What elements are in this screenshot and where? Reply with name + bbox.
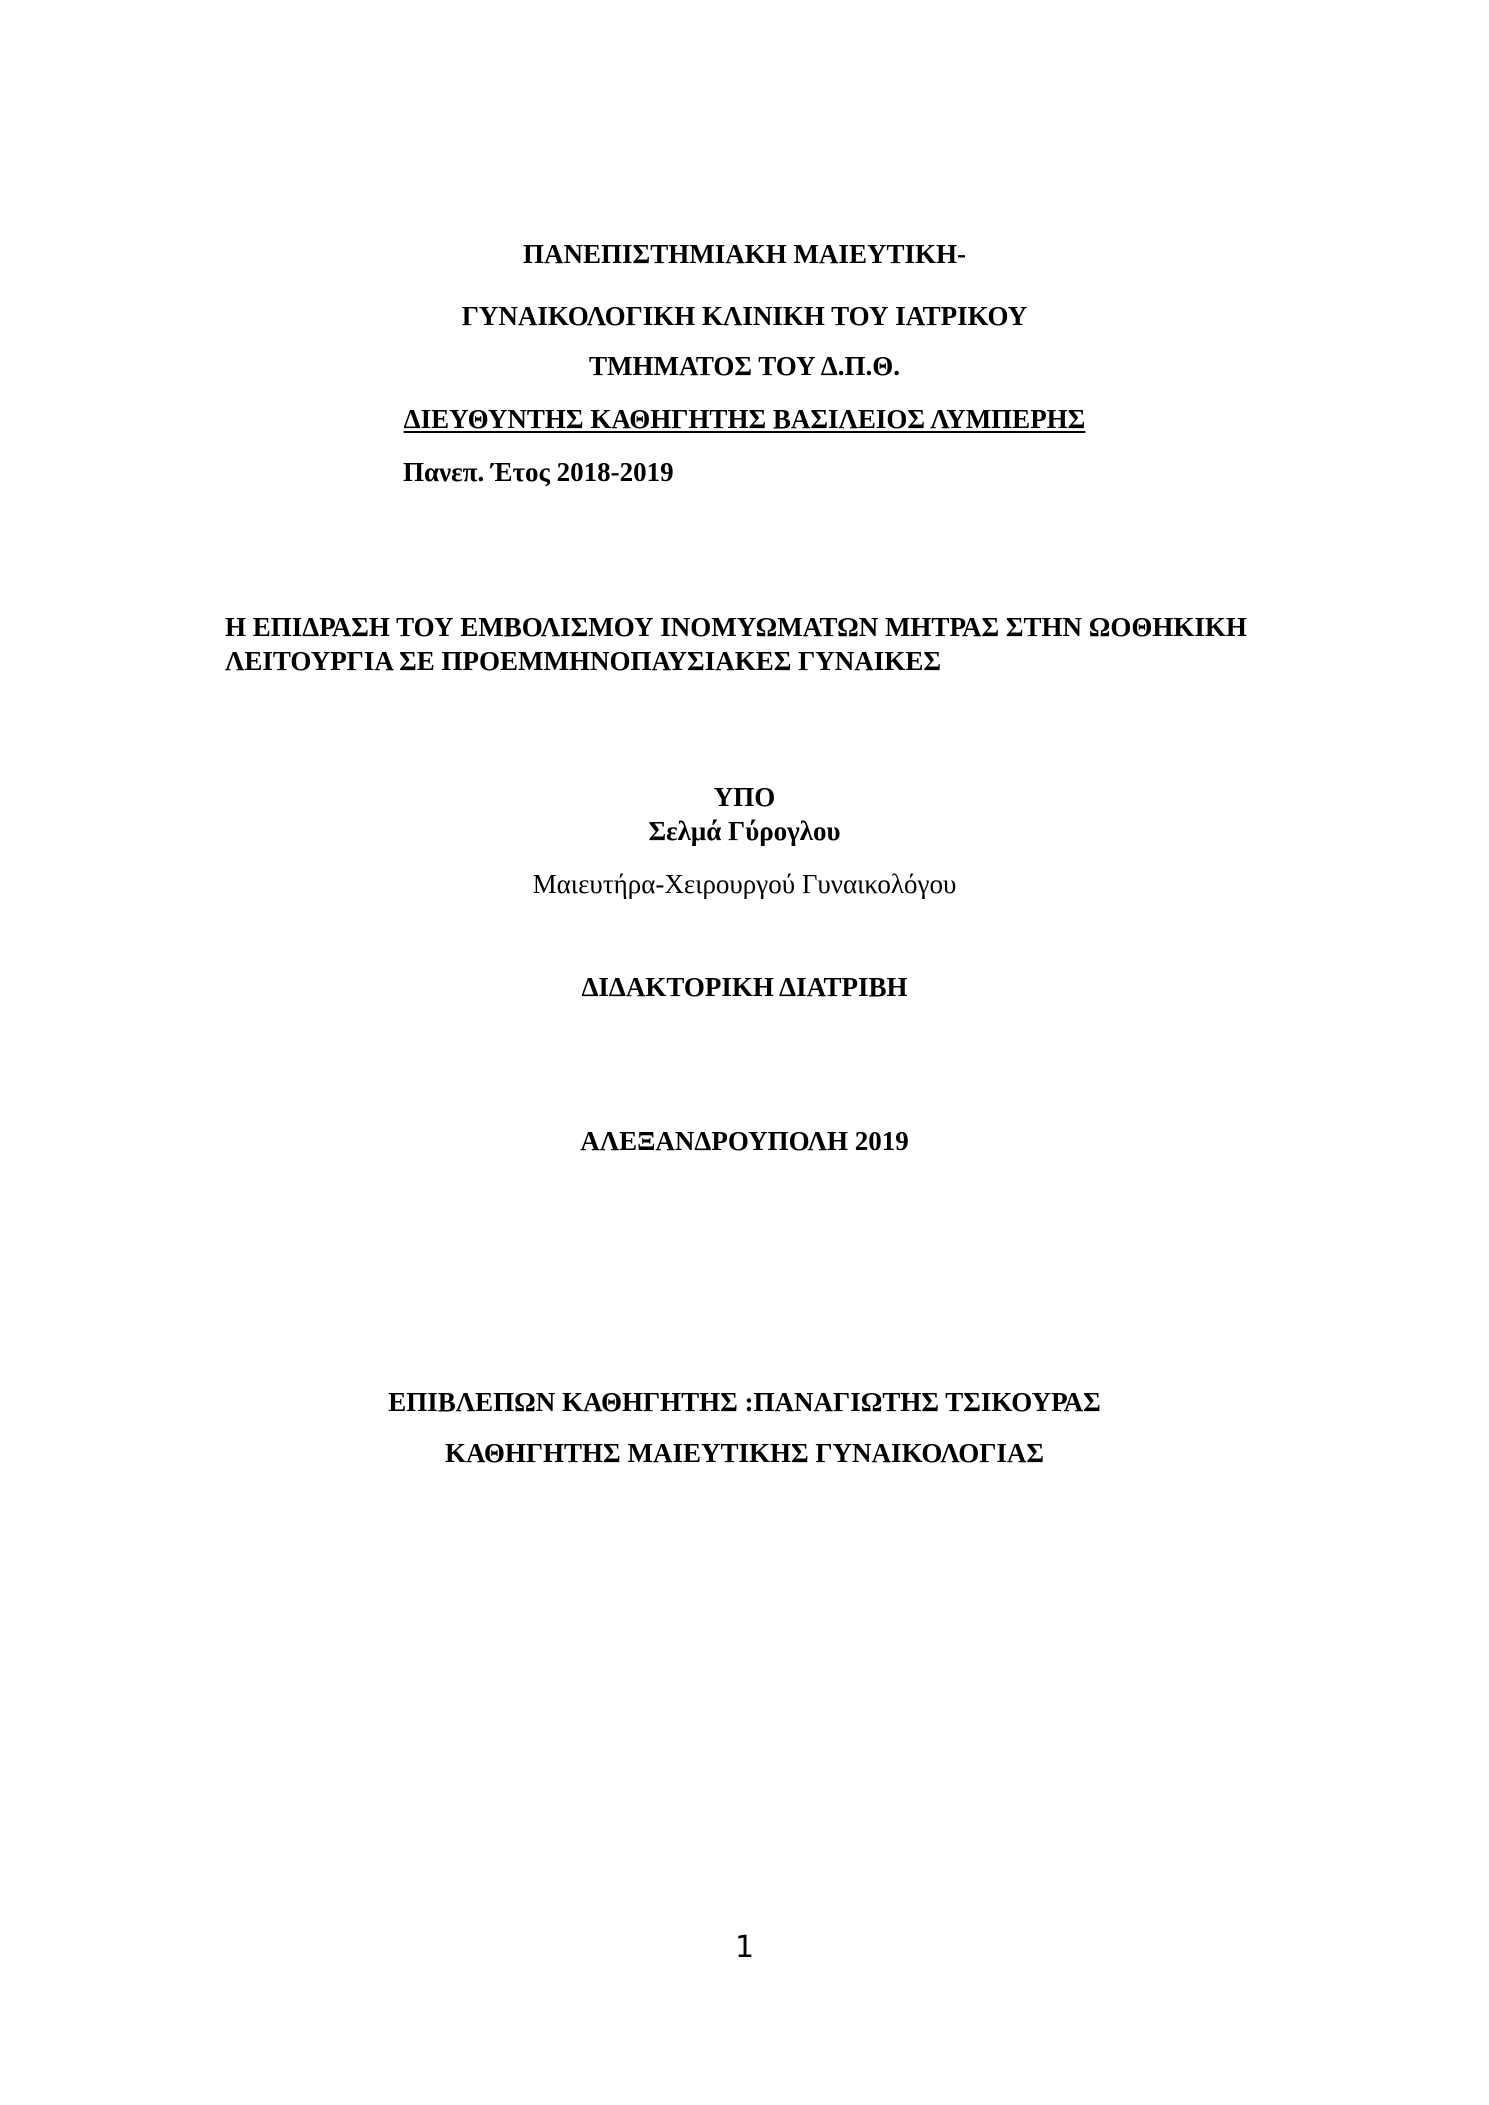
thesis-type: ΔΙΔΑΚΤΟΡΙΚΗ ΔΙΑΤΡΙΒΗ bbox=[581, 972, 908, 1002]
page-number: 1 bbox=[734, 1930, 755, 1965]
header-institution-line-2: ΓΥΝΑΙΚΟΛΟΓΙΚΗ ΚΛΙΝΙΚΗ ΤΟΥ ΙΑΤΡΙΚΟΥ bbox=[461, 301, 1028, 331]
thesis-title-line-2: ΛΕΙΤΟΥΡΓΙΑ ΣΕ ΠΡΟΕΜΜΗΝΟΠΑΥΣΙΑΚΕΣ ΓΥΝΑΙΚΕΣ bbox=[225, 646, 941, 676]
header-director: ΔΙΕΥΘΥΝΤΗΣ ΚΑΘΗΓΗΤΗΣ ΒΑΣΙΛΕΙΟΣ ΛΥΜΠΕΡΗΣ bbox=[403, 404, 1086, 434]
thesis-title-line-1: Η ΕΠΙΔΡΑΣΗ ΤΟΥ ΕΜΒΟΛΙΣΜΟΥ ΙΝΟΜΥΩΜΑΤΩΝ ΜΗΤΡΑΣ ΣΤΗΝ ΩΟΘΗΚΙΚΗ bbox=[225, 612, 1247, 642]
place-year: ΑΛΕΞΑΝΔΡΟΥΠΟΛΗ 2019 bbox=[580, 1126, 909, 1156]
author-name: Σελμά Γύρογλου bbox=[648, 816, 841, 846]
supervisor-line-2: ΚΑΘΗΓΗΤΗΣ ΜΑΙΕΥΤΙΚΗΣ ΓΥΝΑΙΚΟΛΟΓΙΑΣ bbox=[444, 1438, 1045, 1468]
author-by-label: ΥΠΟ bbox=[713, 782, 776, 812]
supervisor-line-1: ΕΠΙΒΛΕΠΩΝ ΚΑΘΗΓΗΤΗΣ :ΠΑΝΑΓΙΩΤΗΣ ΤΣΙΚΟΥΡΑΣ bbox=[388, 1387, 1101, 1417]
academic-year: Πανεπ. Έτος 2018-2019 bbox=[403, 457, 674, 487]
author-role: Μαιευτήρα-Χειρουργού Γυναικολόγου bbox=[532, 869, 957, 899]
header-institution-line-1: ΠΑΝΕΠΙΣΤΗΜΙΑΚΗ ΜΑΙΕΥΤΙΚΗ- bbox=[523, 239, 966, 269]
header-institution-line-3: ΤΜΗΜΑΤΟΣ ΤΟΥ Δ.Π.Θ. bbox=[588, 351, 901, 381]
